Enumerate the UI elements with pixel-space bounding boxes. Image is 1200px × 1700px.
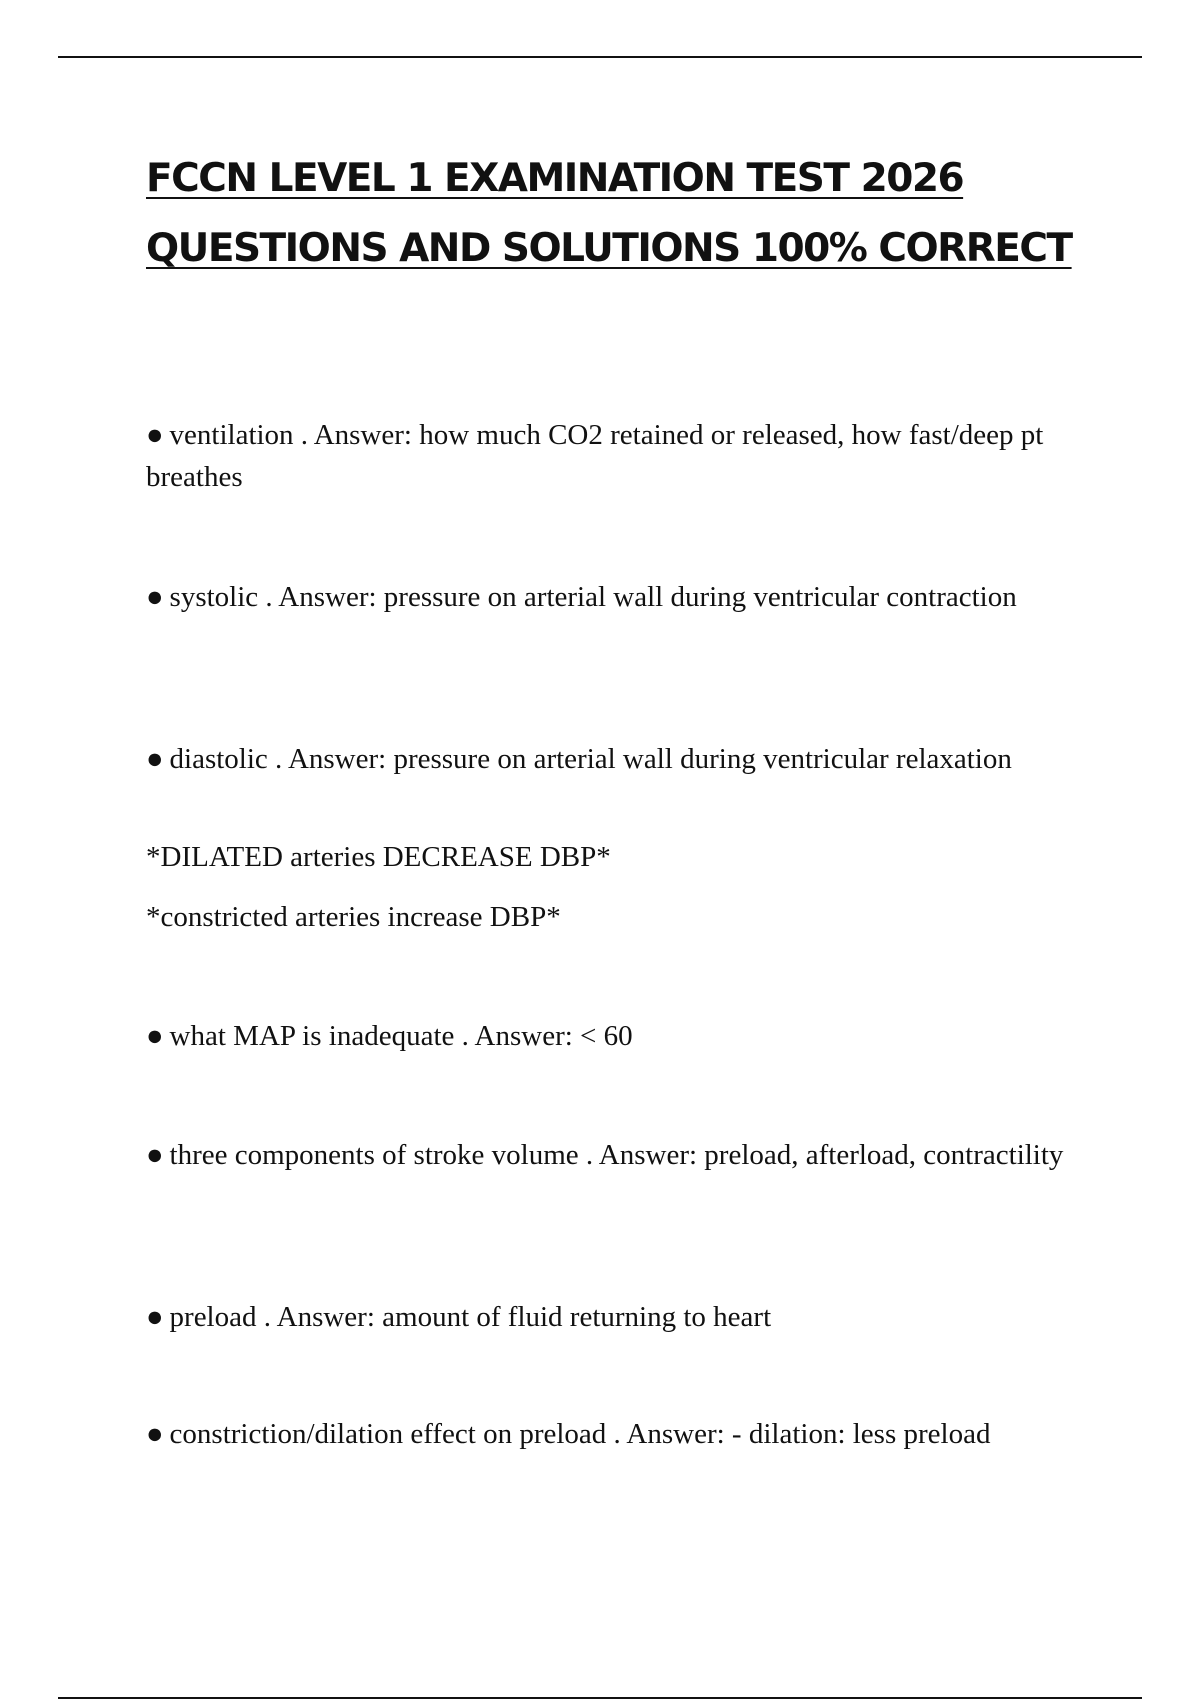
- qa-text: constriction/dilation effect on preload . Answer: - dilation: less preload: [169, 1418, 991, 1450]
- qa-text: preload . Answer: amount of fluid returning to heart: [169, 1301, 772, 1333]
- title-line-2: QUESTIONS AND SOLUTIONS 100% CORRECT: [146, 226, 1072, 271]
- note-constricted: *constricted arteries increase DBP*: [146, 901, 561, 933]
- note-dilated: *DILATED arteries DECREASE DBP*: [146, 841, 611, 873]
- qa-item-diastolic: [146, 738, 1106, 780]
- qa-text: ventilation . Answer: how much CO2 retained or released, how fast/deep pt breathes: [146, 419, 1044, 493]
- qa-item-ventilation: [146, 414, 1106, 498]
- qa-item-systolic: [146, 576, 1106, 618]
- qa-item-map: [146, 1015, 1106, 1057]
- bullet-icon: ●: [146, 1301, 164, 1333]
- document-title: [146, 144, 1146, 284]
- bullet-icon: ●: [146, 1139, 164, 1171]
- qa-item-stroke-volume: [146, 1134, 1106, 1176]
- qa-item-constriction-dilation: [146, 1413, 1146, 1455]
- bullet-icon: ●: [146, 743, 164, 775]
- top-rule: [58, 56, 1142, 58]
- bullet-icon: ●: [146, 1020, 164, 1052]
- qa-text: three components of stroke volume . Answer: preload, afterload, contractility: [169, 1139, 1064, 1171]
- bullet-icon: ●: [146, 1418, 164, 1450]
- qa-text: what MAP is inadequate . Answer: < 60: [169, 1020, 633, 1052]
- bullet-icon: ●: [146, 419, 164, 451]
- qa-text: diastolic . Answer: pressure on arterial wall during ventricular relaxation: [169, 743, 1012, 775]
- bottom-rule: [58, 1697, 1142, 1699]
- bullet-icon: ●: [146, 581, 164, 613]
- qa-text: systolic . Answer: pressure on arterial wall during ventricular contraction: [169, 581, 1017, 613]
- title-line-1: FCCN LEVEL 1 EXAMINATION TEST 2026: [146, 156, 964, 201]
- qa-item-preload: [146, 1296, 1106, 1338]
